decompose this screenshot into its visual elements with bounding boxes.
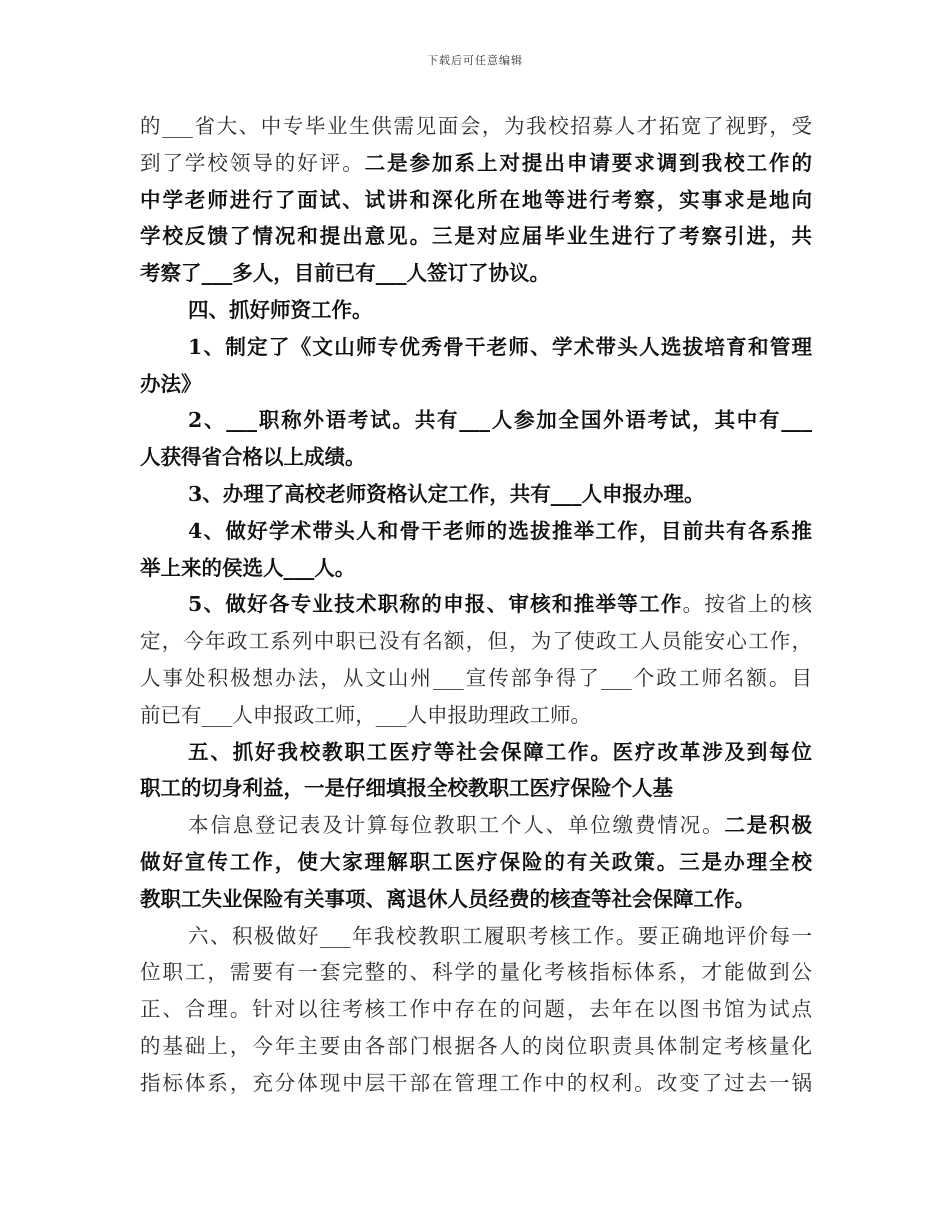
text-line (140, 439, 812, 476)
text-segment: 的基础上，今年主要由各部门根据各人的岗位职责具体制定考核量化 (140, 1033, 812, 1058)
bold-text-segment: 举上来的侯选人___人。 (140, 555, 356, 580)
text-line (140, 660, 812, 697)
bold-text-segment: 办法》 (140, 371, 202, 396)
text-line (140, 918, 812, 955)
page-header: 下载后可任意编辑 (427, 54, 523, 67)
text-segment: 的___省大、中专毕业生供需见面会，为我校招募人才拓宽了视野，受 (140, 114, 812, 138)
text-segment: 位职工，需要有一套完整的、科学的量化考核指标体系，才能做到公 (140, 960, 812, 985)
text-line (140, 1028, 812, 1065)
text-line (140, 550, 812, 587)
text-segment: 到了学校领导的好评。 (140, 150, 365, 175)
text-segment: 前已有___人申报政工师，___人申报助理政工师。 (140, 702, 591, 727)
text-segment: 本信息登记表及计算每位教职工个人、单位缴费情况。 (188, 813, 725, 838)
text-line (140, 844, 812, 881)
bold-text-segment: 做好宣传工作，使大家理解职工医疗保险的有关政策。三是办理全校 (140, 849, 812, 874)
text-line (140, 881, 812, 918)
text-line (140, 218, 812, 255)
text-line (140, 1065, 812, 1102)
bold-text-segment: 五、抓好我校教职工医疗等社会保障工作。医疗改革涉及到每位 (188, 739, 812, 764)
bold-text-segment: 二是参加系上对提出申请要求调到我校工作的 (364, 150, 812, 175)
text-segment: 六、积极做好___年我校教职工履职考核工作。要正确地评价每一 (188, 923, 812, 948)
text-line (140, 182, 812, 219)
bold-text-segment: 职工的切身利益，一是仔细填报全校教职工医疗保险个人基 (140, 776, 673, 801)
bold-text-segment: 考察了___多人，目前已有___人签订了协议。 (140, 261, 550, 286)
bold-text-segment: 人获得省合格以上成绩。 (140, 445, 366, 470)
text-line (140, 145, 812, 182)
text-segment: 正、合理。针对以往考核工作中存在的问题，去年在以图书馆为试点 (140, 997, 812, 1022)
text-line (140, 329, 812, 366)
text-segment: 定，今年政工系列中职已没有名额，但，为了使政工人员能安心工作， (140, 629, 812, 654)
text-line (140, 586, 812, 623)
bold-text-segment: 教职工失业保险有关事项、离退休人员经费的核查等社会保障工作。 (140, 886, 755, 911)
text-line (140, 991, 812, 1028)
bold-text-segment: 5、做好各专业技术职称的申报、审核和推举等工作 (188, 592, 683, 617)
text-line (140, 402, 812, 439)
bold-text-segment: 3、办理了高校老师资格认定工作，共有___人申报办理。 (188, 481, 705, 506)
bold-text-segment: 1、制定了《文山师专优秀骨干老师、学术带头人选拔培育和管理 (188, 334, 812, 359)
bold-text-segment: 2、___职称外语考试。共有___人参加全国外语考试，其中有___ (188, 408, 812, 433)
text-line (140, 513, 812, 550)
bold-text-segment: 4、做好学术带头人和骨干老师的选拔推举工作，目前共有各系推 (188, 518, 812, 543)
text-line (140, 292, 812, 329)
text-line (140, 954, 812, 991)
bold-text-segment: 二是积极 (724, 813, 812, 838)
text-segment: 指标体系，充分体现中层干部在管理工作中的权利。改变了过去一锅 (140, 1070, 812, 1095)
text-line (140, 366, 812, 403)
text-line (140, 108, 812, 145)
bold-text-segment: 学校反馈了情况和提出意见。三是对应届毕业生进行了考察引进，共 (140, 224, 812, 249)
text-segment: 。按省上的核 (682, 592, 812, 617)
text-line (140, 770, 812, 807)
text-line (140, 734, 812, 771)
bold-text-segment: 四、抓好师资工作。 (188, 297, 373, 322)
text-line (140, 623, 812, 660)
text-line (140, 476, 812, 513)
text-line (140, 255, 812, 292)
bold-text-segment: 中学老师进行了面试、试讲和深化所在地等进行考察，实事求是地向 (140, 187, 812, 212)
text-line (140, 807, 812, 844)
document-body (140, 108, 812, 1102)
text-segment: 人事处积极想办法，从文山州___宣传部争得了___个政工师名额。目 (140, 665, 812, 690)
text-line (140, 697, 812, 734)
